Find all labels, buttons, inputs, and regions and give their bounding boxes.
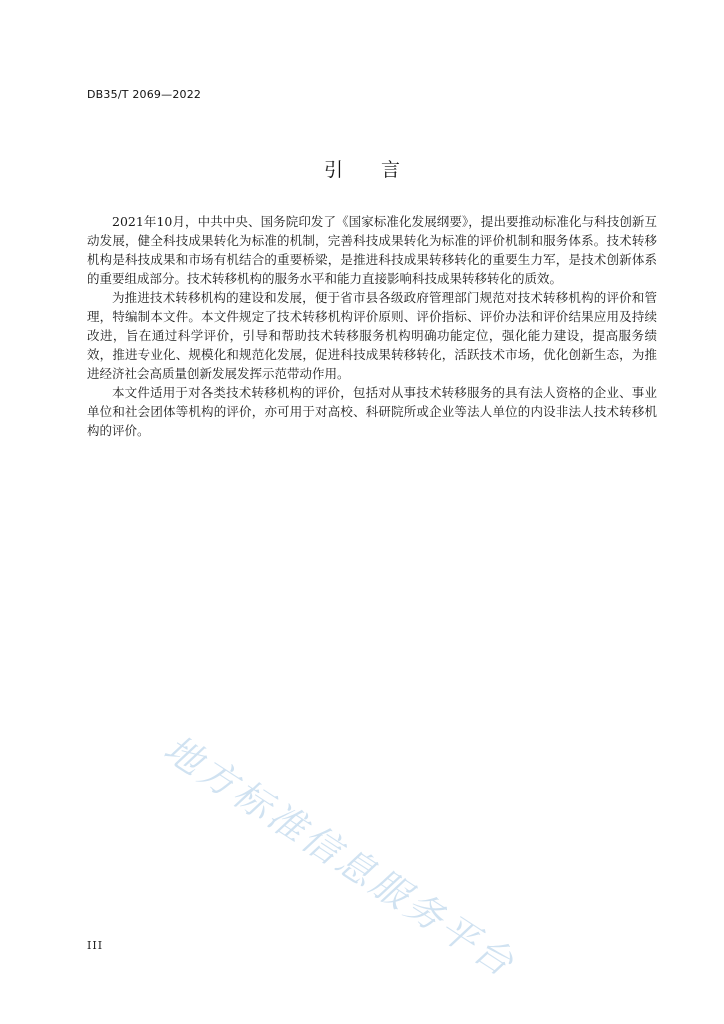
page-title: 引言: [323, 159, 438, 181]
page-number: III: [87, 939, 104, 952]
paragraph-1: 2021年10月，中共中央、国务院印发了《国家标准化发展纲要》，提出要推动标准化与科技创新互动发展，健全科技成果转化为标准的机制，完善科技成果转化为标准的评价机制和服务体系。技术转移机构是科技成果和市场有机结合的重要桥梁，是推进科技成果转移转化的重要生力军，是技术创新体系的重要组成部分。技术转移机构的服务水平和能力直接影响科技成果转移转化的质效。: [87, 214, 657, 286]
paragraph-2: 为推进技术转移机构的建设和发展，便于省市县各级政府管理部门规范对技术转移机构的评价和管理，特编制本文件。本文件规定了技术转移机构评价原则、评价指标、评价办法和评价结果应用及持续改进，旨在通过科学评价，引导和帮助技术转移服务机构明确功能定位，强化能力建设，提高服务绩效，推进专业化、规模化和规范化发展，促进科技成果转移转化，活跃技术市场，优化创新生态，为推进经济社会高质量创新发展发挥示范带动作用。: [87, 290, 657, 381]
paragraph-3: 本文件适用于对各类技术转移机构的评价，包括对从事技术转移服务的具有法人资格的企业、事业单位和社会团体等机构的评价，亦可用于对高校、科研院所或企业等法人单位的内设非法人技术转移机构的评价。: [87, 385, 657, 438]
document-code: DB35/T 2069—2022: [87, 88, 202, 101]
watermark: 地方标准信息服务平台: [156, 726, 524, 987]
introduction-body: [87, 212, 657, 440]
